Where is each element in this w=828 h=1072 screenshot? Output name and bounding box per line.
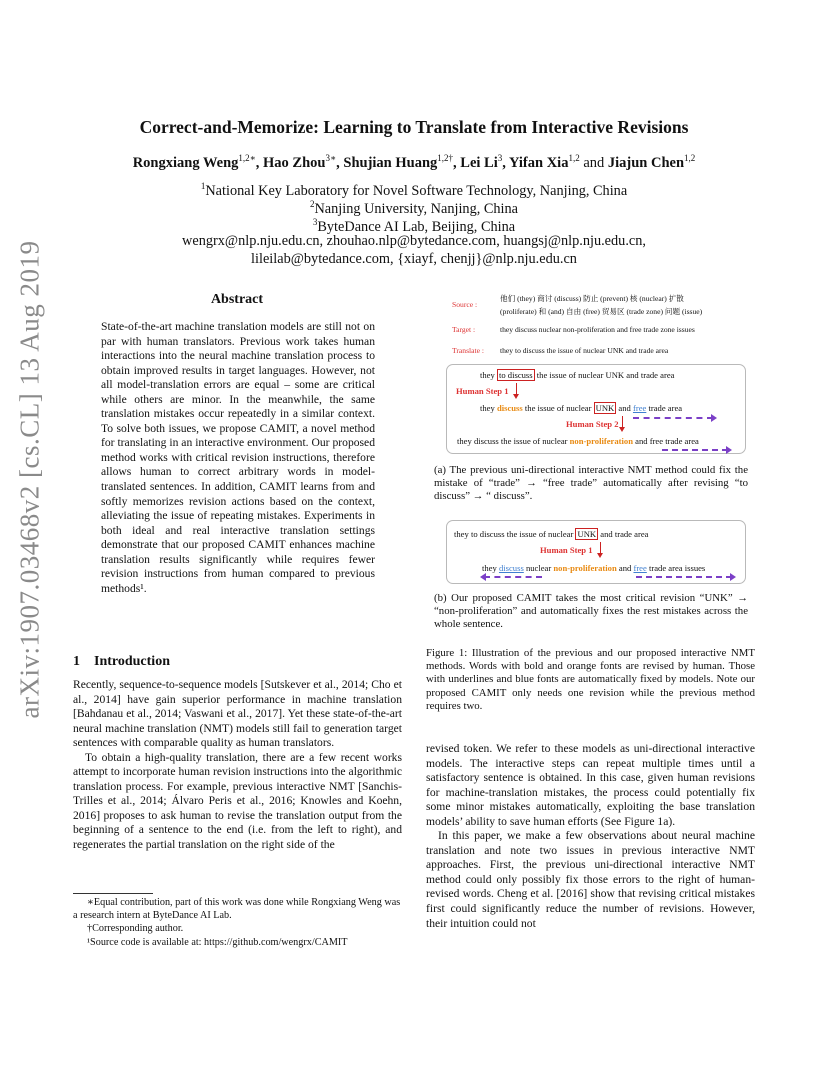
arxiv-identifier: arXiv:1907.03468v2 [cs.CL] 13 Aug 2019	[14, 240, 45, 719]
source-text: 他们 (they) 商讨 (discuss) 防止 (prevent) 核 (nuclear) 扩散	[500, 294, 684, 303]
text: nuclear	[523, 563, 554, 573]
human-revised-word: discuss	[496, 403, 523, 413]
intro-text	[73, 678, 402, 853]
human-revised-word: non-proliferation	[569, 436, 633, 446]
text: they	[480, 403, 497, 413]
author-name: Lei Li	[460, 154, 498, 171]
auto-fix-arrow	[662, 449, 728, 451]
affiliation-marker: 3	[312, 217, 318, 227]
author-name: Rongxiang Weng	[132, 154, 239, 171]
abstract-body: State-of-the-art machine translation models are still not on par with human translators. Previous work takes human interactions into the neural machine translation process to obtain improved results in target languages. However, not all model-translation errors are equal – some are critical while others are minor. In the meanwhile, the same translation mistakes occur repeatedly in a similar context. To solve both issues, we propose CAMIT, a novel method for translating in an interactive environment. Our proposed method works with critical revision instructions, therefore allows human to correct arbitrary words in model-translated sentences. In addition, CAMIT learns from and softly memorizes revision actions based on the context, alleviating the issue of repeating mistakes. Experiments in both ideal and real interactive translation settings demonstrate that our proposed CAMIT enhances machine translation results significantly while requires fewer revision instructions from human compared to previous methods¹.	[101, 320, 375, 595]
author-name: Hao Zhou	[263, 154, 326, 171]
author-marker: 3∗	[325, 153, 337, 163]
footnote: ¹Source code is available at: https://github.com/wengrx/CAMIT	[87, 936, 348, 948]
text: and	[616, 403, 633, 413]
paragraph: To obtain a high-quality translation, there are a few recent works attempt to incorporate human revision instructions into the algorithmic translation process. For example, previous interactive NMT [Sanchis-Trilles et al., 2014; Álvaro Peris et al., 2016; Knowles and Koehn, 2016] proposes to ask human to revise the translation output from the beginning of a sentence to the end (i.e. from the left to right), and regenerates the partial translation on the right side of the	[73, 750, 402, 852]
text: and trade area	[598, 529, 649, 539]
target-label: Target :	[452, 325, 476, 334]
auto-fix-arrow-left	[484, 576, 542, 578]
auto-fixed-word: discuss	[498, 563, 524, 573]
author-marker: 1,2†	[437, 153, 454, 163]
and-word: and	[583, 154, 605, 171]
translate-text: they to discuss the issue of nuclear UNK and trade area	[500, 346, 669, 355]
human-step-2: Human Step 2	[566, 419, 619, 429]
paragraph: Recently, sequence-to-sequence models [Sutskever et al., 2014; Cho et al., 2014] have gain superior performance in machine translation [Bahdanau et al., 2014; Vaswani et al., 2017]. Yet these state-of-the-art neural machine translation (NMT) models still fail to generation target sentences with comparable quality as human translators.	[73, 678, 402, 750]
paper-title: Correct-and-Memorize: Learning to Translate from Interactive Revisions	[139, 117, 689, 137]
auto-fix-arrow	[633, 417, 713, 419]
author-marker: 1,2∗	[238, 153, 256, 163]
footnote: ∗Equal contribution, part of this work was done while Rongxiang Weng was a research intern at ByteDance AI Lab.	[73, 897, 401, 921]
subfigure-a-caption: (a) The previous uni-directional interactive NMT method could fix the mistake of “trade” → “free trade” automatically after revising “to discuss” → “ discuss”.	[434, 464, 748, 503]
section-number: 1	[73, 654, 80, 669]
human-revised-word: non-proliferation	[553, 563, 617, 573]
author-name: Yifan Xia	[508, 154, 569, 171]
step-arrow	[516, 383, 517, 396]
auto-fixed-word: free	[633, 563, 647, 573]
abstract-heading: Abstract	[210, 292, 264, 307]
text: and	[616, 563, 634, 573]
figure-caption: Figure 1: Illustration of the previous and our proposed interactive NMT methods. Words with bold and orange fonts are revised by human. Those with underlines and blue fonts are automatically fixed by models. Note our proposed CAMIT only needs one revision while the previous method requires two.	[426, 647, 755, 712]
right-column-text	[426, 742, 755, 931]
author-name: Shujian Huang	[343, 154, 438, 171]
auto-fixed-word: free	[632, 403, 647, 413]
auto-fix-arrow-right	[636, 576, 732, 578]
section-heading	[73, 654, 184, 670]
human-step-1: Human Step 1	[456, 386, 509, 396]
author-marker: 3	[497, 153, 503, 163]
target-text: they discuss nuclear non-proliferation and free trade zone issues	[500, 325, 695, 334]
text: the issue of nuclear	[522, 403, 594, 413]
paragraph: revised token. We refer to these models as uni-directional interactive models. The interactive steps can repeat multiple times until a satisfactory sentence is obtained. In this case, given human revisions for machine-translation mistakes, the process could potentially fix some minor mistakes automatically, exploiting the base translation models’ ability to save human efforts (See Figure 1a).	[426, 742, 755, 828]
subfigure-b-caption: (b) Our proposed CAMIT takes the most critical revision “UNK” → “non-proliferation” and automatically fixes the rest mistakes across the whole sentence.	[434, 592, 748, 631]
affiliation-marker: 1	[200, 181, 206, 191]
text: they	[480, 370, 497, 380]
panel-b-sentence	[482, 563, 705, 573]
text: trade area issues	[646, 563, 706, 573]
step-arrow	[600, 542, 601, 555]
section-title: Introduction	[94, 654, 170, 669]
affiliation-marker: 2	[309, 199, 315, 209]
author-marker: 1,2	[568, 153, 580, 163]
panel-a-sentence	[480, 403, 682, 413]
footnote: †Corresponding author.	[87, 923, 184, 935]
footnote-rule	[73, 893, 153, 894]
revised-word: UNK	[577, 529, 597, 539]
source-label: Source :	[452, 300, 478, 309]
panel-a-sentence	[480, 370, 674, 380]
affiliation-text: National Key Laboratory for Novel Software Technology, Nanjing, China	[205, 182, 628, 199]
revised-word: to discuss	[498, 370, 533, 380]
source-text: (proliferate) 和 (and) 自由 (free) 贸易区 (trade zone) 问题 (issue)	[500, 307, 703, 316]
email-line: wengrx@nlp.nju.edu.cn, zhouhao.nlp@bytedance.com, huangsj@nlp.nju.edu.cn,	[182, 233, 646, 249]
text: trade area	[646, 403, 683, 413]
text: they to discuss the issue of nuclear	[454, 529, 576, 539]
footnotes	[73, 897, 402, 950]
panel-b-sentence	[454, 529, 648, 539]
author-name: Jiajun Chen	[607, 154, 685, 171]
revised-word: UNK	[595, 403, 615, 413]
affiliation-text: ByteDance AI Lab, Beijing, China	[317, 218, 516, 235]
affiliation-text: Nanjing University, Nanjing, China	[314, 200, 519, 217]
text: and free trade area	[633, 436, 699, 446]
translate-label: Translate :	[452, 346, 484, 355]
step-arrow	[622, 416, 623, 429]
email-line: lileilab@bytedance.com, {xiayf, chenjj}@nlp.nju.edu.cn	[251, 251, 577, 267]
author-list: Rongxiang Weng$^{1,2∗}$, Hao Zhou$^{3∗}$, Shujian Huang$^{1,2\dagger}$, Lei Li$^3$, Yifan Xia$^{1,2}$ and Jiajun Chen$^{1,2}$	[132, 153, 696, 171]
text: they	[482, 563, 499, 573]
panel-a-sentence	[457, 436, 699, 446]
text: they discuss the issue of nuclear	[457, 436, 570, 446]
human-step-1: Human Step 1	[540, 545, 593, 555]
text: the issue of nuclear UNK and trade area	[534, 370, 675, 380]
paragraph: In this paper, we make a few observations about neural machine translation and note two issues in previous interactive NMT approaches. First, the previous uni-directional interactive NMT method could only possibly fix those errors to the right of human-revised words. Cheng et al. [2016] show that revising critical mistakes first could significantly reduce the number of revisions. However, their intuition could not	[426, 829, 755, 930]
author-marker: 1,2	[684, 153, 696, 163]
figure-1	[426, 289, 756, 634]
